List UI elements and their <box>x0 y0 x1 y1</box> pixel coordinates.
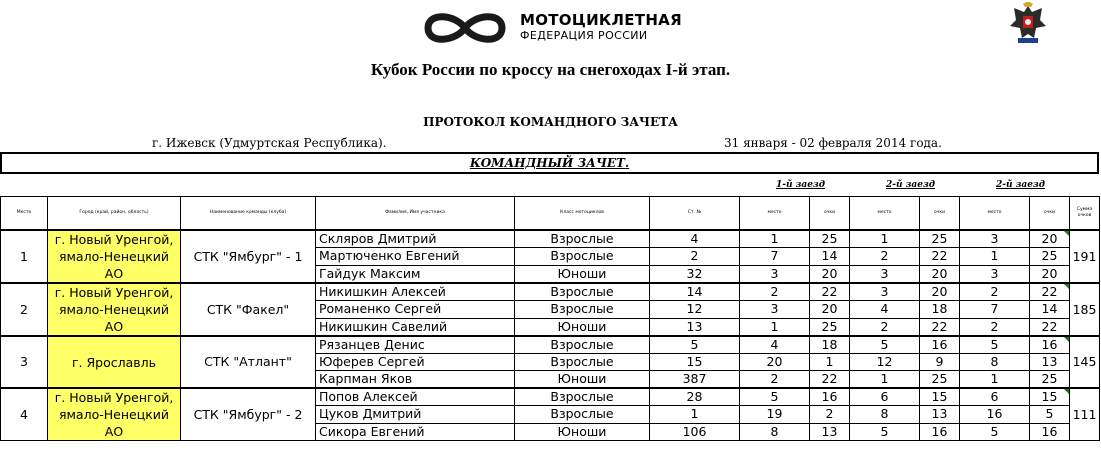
race-2-points: 18 <box>920 301 960 318</box>
race-2-points: 16 <box>920 336 960 354</box>
table-row <box>1 283 1100 301</box>
race-3-place: 5 <box>960 336 1030 354</box>
race-3-points: 5 <box>1030 406 1070 423</box>
race-3-points: 16 <box>1030 423 1070 440</box>
team-city: г. Новый Уренгой, ямало-Ненецкий АО <box>48 388 181 441</box>
race-1-place: 20 <box>740 354 810 371</box>
rider-name: Юферев Сергей <box>316 354 515 371</box>
rider-number: 387 <box>650 371 740 389</box>
race-1-points: 22 <box>810 371 850 389</box>
rider-class: Взрослые <box>515 388 650 406</box>
race-1-place: 1 <box>740 230 810 248</box>
race-2-points: 15 <box>920 388 960 406</box>
event-date: 31 января - 02 февраля 2014 года. <box>724 136 942 150</box>
team-name: СТК "Атлант" <box>181 336 316 388</box>
race-2-points: 20 <box>920 283 960 301</box>
race-2-points: 22 <box>920 318 960 336</box>
rider-class: Взрослые <box>515 230 650 248</box>
race-3-points: 15 <box>1030 388 1070 406</box>
rider-class: Юноши <box>515 265 650 283</box>
col-team: Наименование команды (клуба) <box>181 197 316 231</box>
race-3-points: 22 <box>1030 318 1070 336</box>
race-2-points: 9 <box>920 354 960 371</box>
rider-number: 15 <box>650 354 740 371</box>
rider-name: Мартюченко Евгений <box>316 248 515 265</box>
race-2-place: 1 <box>850 371 920 389</box>
team-name: СТК "Ямбург" - 2 <box>181 388 316 441</box>
race-1-points: 25 <box>810 318 850 336</box>
race-2-place: 2 <box>850 318 920 336</box>
rider-name: Попов Алексей <box>316 388 515 406</box>
rider-number: 2 <box>650 248 740 265</box>
team-place: 2 <box>1 283 48 336</box>
rider-class: Взрослые <box>515 406 650 423</box>
race-2-points: 25 <box>920 371 960 389</box>
race-2-points: 20 <box>920 265 960 283</box>
race-1-place: 2 <box>740 371 810 389</box>
rider-name: Никишкин Савелий <box>316 318 515 336</box>
race-3-points: 20 <box>1030 265 1070 283</box>
race-3-points: 14 <box>1030 301 1070 318</box>
mfr-logo <box>420 10 682 46</box>
race-3-points: 20 <box>1030 230 1070 248</box>
rider-class: Юноши <box>515 423 650 440</box>
table-header-row <box>1 197 1100 231</box>
team-place: 4 <box>1 388 48 441</box>
comment-marker-icon <box>1064 389 1069 394</box>
team-name: СТК "Ямбург" - 1 <box>181 230 316 283</box>
col-r2-place: место <box>850 197 920 231</box>
logo-line-1: МОТОЦИКЛЕТНАЯ <box>520 11 682 29</box>
race-2-place: 8 <box>850 406 920 423</box>
race-3-points: 16 <box>1030 336 1070 354</box>
race-1-place: 1 <box>740 318 810 336</box>
rider-class: Взрослые <box>515 283 650 301</box>
rider-name: Рязанцев Денис <box>316 336 515 354</box>
race-1-points: 18 <box>810 336 850 354</box>
race-1-place: 3 <box>740 265 810 283</box>
team-name: СТК "Факел" <box>181 283 316 336</box>
rider-name: Романенко Сергей <box>316 301 515 318</box>
team-standings-banner <box>0 152 1099 174</box>
coat-of-arms-icon <box>1008 2 1048 44</box>
col-r3-place: место <box>960 197 1030 231</box>
race-2-place: 1 <box>850 230 920 248</box>
race-1-points: 16 <box>810 388 850 406</box>
rider-number: 4 <box>650 230 740 248</box>
rider-class: Взрослые <box>515 248 650 265</box>
rider-name: Сикора Евгений <box>316 423 515 440</box>
race-1-place: 19 <box>740 406 810 423</box>
race-3-points: 13 <box>1030 354 1070 371</box>
race-2-place: 3 <box>850 283 920 301</box>
race-3-points: 25 <box>1030 371 1070 389</box>
table-row <box>1 388 1100 406</box>
team-total: 191 <box>1070 230 1100 283</box>
table-row <box>1 336 1100 354</box>
results-table <box>0 196 1100 441</box>
race-3-place: 3 <box>960 230 1030 248</box>
rider-name: Цуков Дмитрий <box>316 406 515 423</box>
race-3-points: 22 <box>1030 283 1070 301</box>
team-total: 111 <box>1070 388 1100 441</box>
col-r2-points: очки <box>920 197 960 231</box>
race-3-place: 5 <box>960 423 1030 440</box>
comment-marker-icon <box>1064 284 1069 289</box>
col-r1-points: очки <box>810 197 850 231</box>
col-class: Класс мотоциклов <box>515 197 650 231</box>
col-r1-place: место <box>740 197 810 231</box>
rider-number: 106 <box>650 423 740 440</box>
infinity-logo-icon <box>420 10 510 46</box>
rider-name: Карпман Яков <box>316 371 515 389</box>
race-1-place: 7 <box>740 248 810 265</box>
rider-class: Взрослые <box>515 354 650 371</box>
team-place: 3 <box>1 336 48 388</box>
table-row <box>1 230 1100 248</box>
page-title: Кубок России по кроссу на снегоходах I-й этап. <box>370 60 731 79</box>
race-1-points: 22 <box>810 283 850 301</box>
col-name: Фамилия, Имя участника <box>316 197 515 231</box>
team-place: 1 <box>1 230 48 283</box>
rider-class: Юноши <box>515 371 650 389</box>
rider-number: 32 <box>650 265 740 283</box>
race-3-points: 25 <box>1030 248 1070 265</box>
col-place: Место <box>1 197 48 231</box>
race-2-points: 22 <box>920 248 960 265</box>
rider-name: Никишкин Алексей <box>316 283 515 301</box>
rider-name: Скляров Дмитрий <box>316 230 515 248</box>
team-city: г. Ярославль <box>48 336 181 388</box>
rider-number: 5 <box>650 336 740 354</box>
rider-class: Взрослые <box>515 301 650 318</box>
col-number: Ст. № <box>650 197 740 231</box>
race-2-place: 5 <box>850 423 920 440</box>
race-1-points: 14 <box>810 248 850 265</box>
race-3-place: 1 <box>960 248 1030 265</box>
protocol-heading: ПРОТОКОЛ КОМАНДНОГО ЗАЧЕТА <box>423 115 678 129</box>
race-3-place: 3 <box>960 265 1030 283</box>
team-total: 145 <box>1070 336 1100 388</box>
team-total: 185 <box>1070 283 1100 336</box>
rider-number: 1 <box>650 406 740 423</box>
race-2-points: 16 <box>920 423 960 440</box>
logo-line-2: ФЕДЕРАЦИЯ РОССИИ <box>520 29 648 42</box>
comment-marker-icon <box>1064 231 1069 236</box>
race-3-place: 7 <box>960 301 1030 318</box>
rider-class: Юноши <box>515 318 650 336</box>
race-3-header: 2-й заезд <box>996 180 1045 190</box>
race-2-place: 2 <box>850 248 920 265</box>
race-2-place: 3 <box>850 265 920 283</box>
race-1-place: 3 <box>740 301 810 318</box>
race-1-header: 1-й заезд <box>776 180 825 190</box>
race-1-points: 25 <box>810 230 850 248</box>
rider-number: 14 <box>650 283 740 301</box>
race-1-place: 8 <box>740 423 810 440</box>
rider-number: 13 <box>650 318 740 336</box>
race-1-points: 2 <box>810 406 850 423</box>
race-2-place: 12 <box>850 354 920 371</box>
race-3-place: 2 <box>960 283 1030 301</box>
race-1-place: 5 <box>740 388 810 406</box>
rider-number: 12 <box>650 301 740 318</box>
rider-number: 28 <box>650 388 740 406</box>
race-1-place: 2 <box>740 283 810 301</box>
race-2-header: 2-й заезд <box>886 180 935 190</box>
race-3-place: 6 <box>960 388 1030 406</box>
race-3-place: 8 <box>960 354 1030 371</box>
race-2-place: 4 <box>850 301 920 318</box>
race-1-points: 20 <box>810 265 850 283</box>
rider-class: Взрослые <box>515 336 650 354</box>
race-1-points: 1 <box>810 354 850 371</box>
team-city: г. Новый Уренгой, ямало-Ненецкий АО <box>48 283 181 336</box>
race-3-place: 2 <box>960 318 1030 336</box>
col-total: Сумма очков <box>1070 197 1100 231</box>
team-city: г. Новый Уренгой, ямало-Ненецкий АО <box>48 230 181 283</box>
race-2-place: 6 <box>850 388 920 406</box>
race-3-place: 1 <box>960 371 1030 389</box>
comment-marker-icon <box>1064 337 1069 342</box>
race-2-points: 13 <box>920 406 960 423</box>
col-city: Город (край, район, область) <box>48 197 181 231</box>
race-1-points: 20 <box>810 301 850 318</box>
col-r3-points: очки <box>1030 197 1070 231</box>
rider-name: Гайдук Максим <box>316 265 515 283</box>
race-2-place: 5 <box>850 336 920 354</box>
race-1-place: 4 <box>740 336 810 354</box>
race-2-points: 25 <box>920 230 960 248</box>
banner-text: КОМАНДНЫЙ ЗАЧЕТ. <box>469 156 630 170</box>
event-place: г. Ижевск (Удмуртская Республика). <box>152 136 387 150</box>
race-1-points: 13 <box>810 423 850 440</box>
race-3-place: 16 <box>960 406 1030 423</box>
